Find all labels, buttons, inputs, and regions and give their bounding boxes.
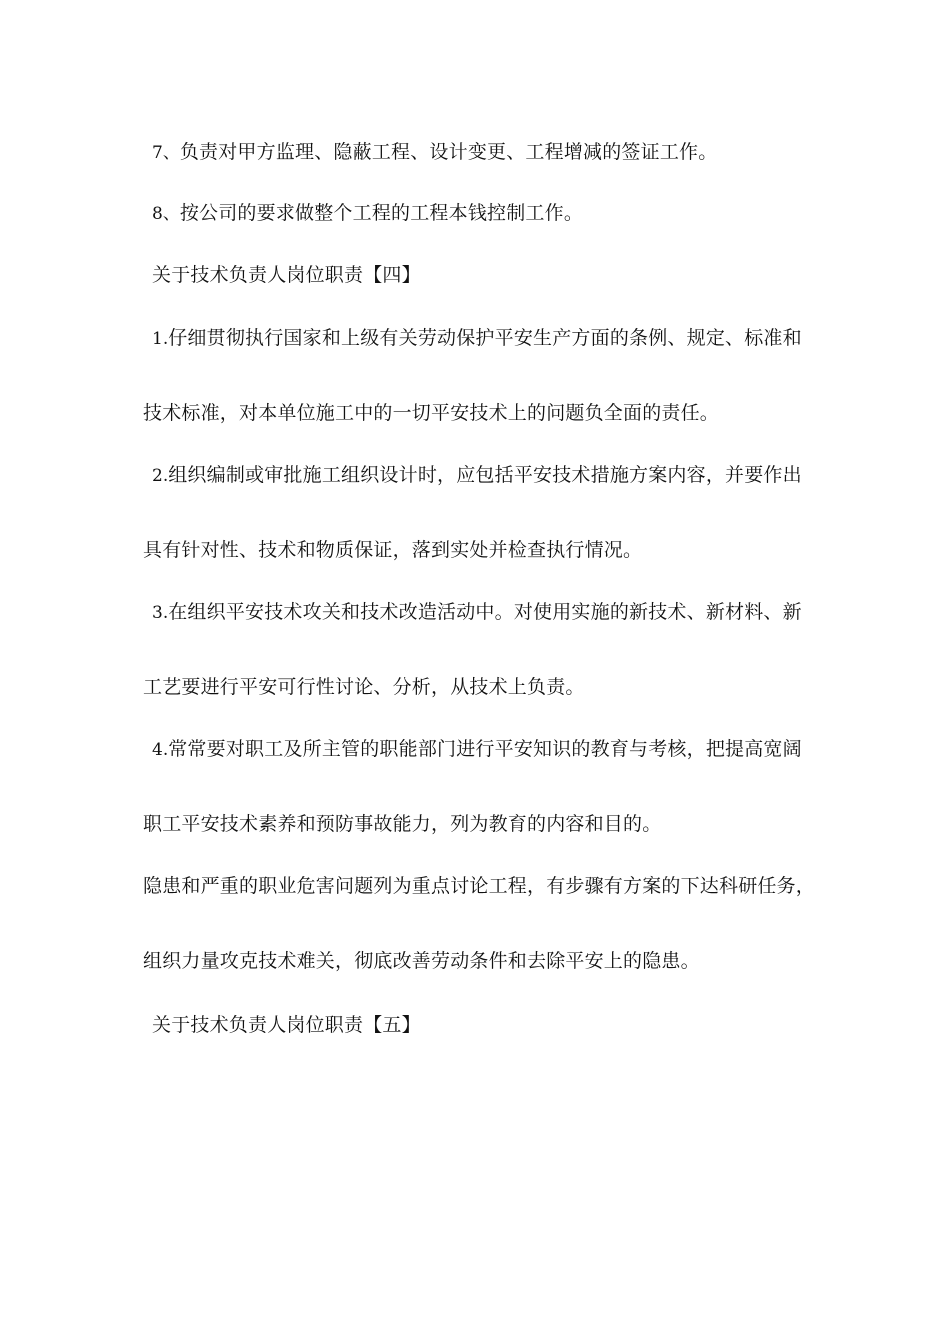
item-text: 仔细贯彻执行国家和上级有关劳动保护平安生产方面的条例、规定、标准和 [168, 327, 802, 349]
paragraph-text: 组织力量攻克技术难关，彻底改善劳动条件和去除平安上的隐患。 [143, 950, 700, 972]
list-item-7 [152, 139, 717, 166]
list-item-3 [152, 599, 802, 626]
heading-text: 关于技术负责人岗位职责【四】 [152, 264, 421, 286]
paragraph-line [143, 400, 719, 426]
item-number: 1. [152, 329, 169, 349]
paragraph-text: 具有针对性、技术和物质保证，落到实处并检查执行情况。 [143, 539, 643, 561]
paragraph-text: 技术标准，对本单位施工中的一切平安技术上的问题负全面的责任。 [143, 402, 720, 424]
paragraph-line [143, 873, 815, 899]
paragraph-line [143, 948, 700, 974]
section-heading-5 [152, 1012, 421, 1038]
list-item-2 [152, 462, 802, 489]
item-text: 常常要对职工及所主管的职能部门进行平安知识的教育与考核，把提高宽阔 [168, 738, 802, 760]
paragraph-line [143, 537, 642, 563]
item-number: 3. [152, 603, 169, 623]
list-item-1 [152, 325, 802, 352]
paragraph-line [143, 674, 585, 700]
paragraph-text: 隐患和严重的职业危害问题列为重点讨论工程，有步骤有方案的下达科研任务， [143, 875, 816, 897]
paragraph-text: 职工平安技术素养和预防事故能力，列为教育的内容和目的。 [143, 813, 662, 835]
list-item-8 [152, 200, 583, 227]
item-text: 组织编制或审批施工组织设计时，应包括平安技术措施方案内容，并要作出 [168, 464, 802, 486]
paragraph-line [143, 811, 661, 837]
list-item-4 [152, 736, 802, 763]
heading-text: 关于技术负责人岗位职责【五】 [152, 1014, 421, 1036]
item-text: 在组织平安技术攻关和技术改造活动中。对使用实施的新技术、新材料、新 [168, 601, 802, 623]
item-number: 7、 [152, 143, 180, 163]
paragraph-text: 工艺要进行平安可行性讨论、分析，从技术上负责。 [143, 676, 585, 698]
item-number: 4. [152, 740, 169, 760]
item-text: 负责对甲方监理、隐蔽工程、设计变更、工程增减的签证工作。 [179, 141, 718, 163]
item-number: 2. [152, 466, 169, 486]
item-number: 8、 [152, 204, 180, 224]
item-text: 按公司的要求做整个工程的工程本钱控制工作。 [179, 202, 584, 224]
section-heading-4 [152, 262, 421, 288]
